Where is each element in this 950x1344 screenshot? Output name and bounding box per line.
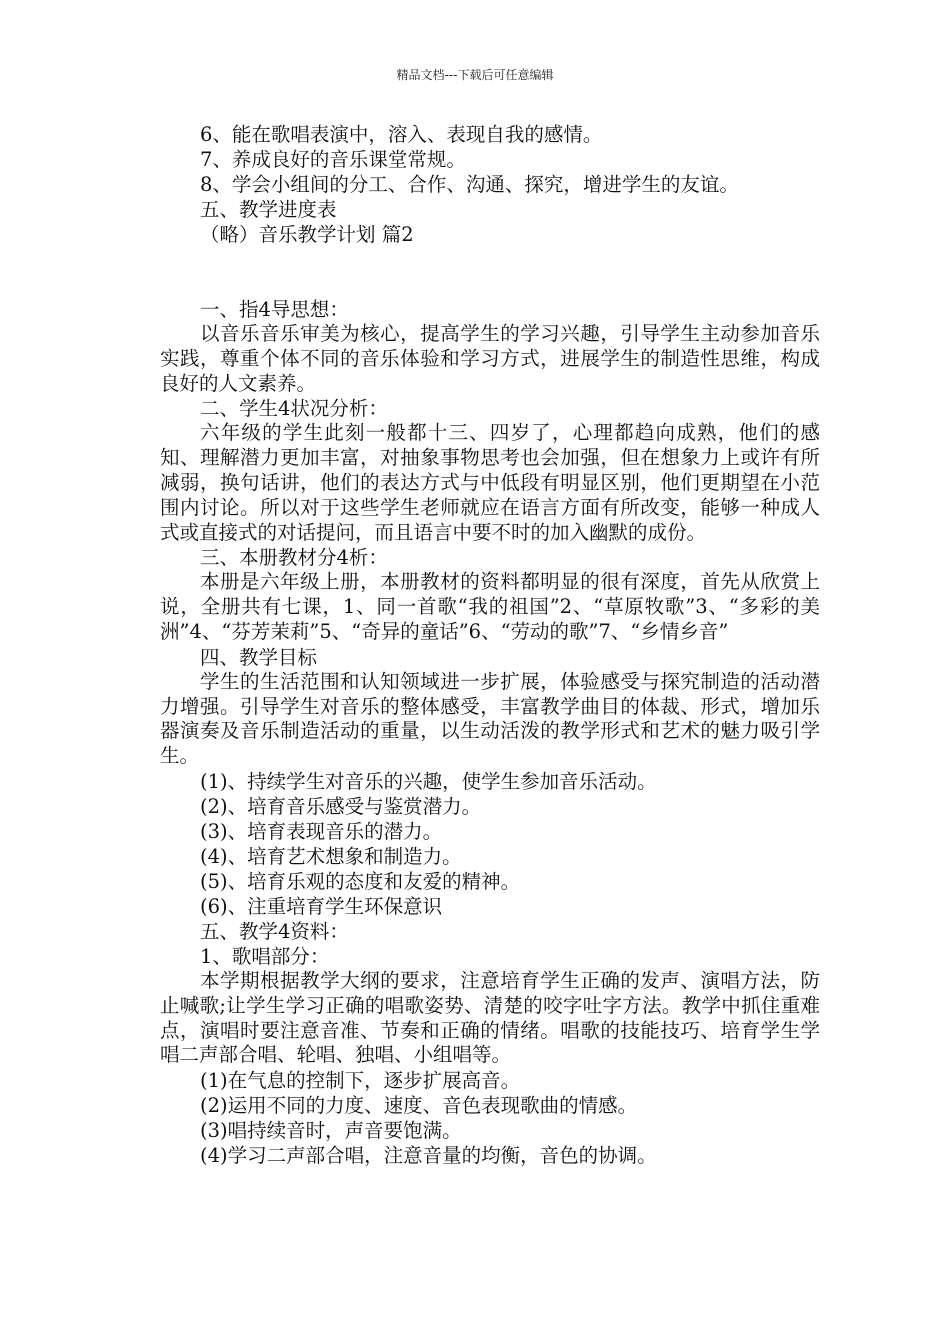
section-heading: 五、教学进度表 — [200, 198, 337, 221]
section-title: （略）音乐教学计划 篇2 — [200, 223, 414, 246]
paragraph-singing: 本学期根据教学大纲的要求，注意培育学生正确的发声、演唱方法，防止喊歌;让学生学习正确的唱歌姿势、清楚的咬字吐字方法。教学中抓住重难点，演唱时要注意音准、节奏和正确的情绪。唱歌的技能技巧、培育学生学唱二声部合唱、轮唱、独唱、小组唱等。 — [160, 968, 820, 1067]
section-heading-teaching-materials: 五、教学4资料： — [200, 919, 349, 943]
section-heading-guiding-thought: 一、指4导思想： — [200, 298, 349, 321]
spacer — [160, 247, 820, 297]
paragraph-teaching-goals: 学生的生活范围和认知领域进一步扩展，体验感受与探究制造的活动潜力增强。引导学生对音乐的整体感受，丰富教学曲目的体裁、形式，增加乐器演奏及音乐制造活动的重量，以生动活泼的教学形式和艺术的魅力吸引学生。 — [160, 669, 820, 768]
singing-item: (4)学习二声部合唱，注意音量的均衡，音色的协调。 — [200, 1144, 657, 1168]
goal-item: (4)、培育艺术想象和制造力。 — [200, 844, 462, 868]
paragraph-guiding-thought: 以音乐音乐审美为核心，提高学生的学习兴趣，引导学生主动参加音乐实践，尊重个体不同的音乐体验和学习方式，进展学生的制造性思维，构成良好的人文素养。 — [160, 322, 820, 395]
list-item: 7、养成良好的音乐课堂常规。 — [200, 148, 466, 171]
list-item: 6、能在歌唱表演中，溶入、表现自我的感情。 — [200, 123, 603, 146]
section-heading-teaching-goals: 四、教学目标 — [200, 645, 318, 669]
paragraph-textbook-analysis: 本册是六年级上册，本册教材的资料都明显的很有深度，首先从欣赏上说，全册共有七课，1、同一首歌“我的祖国”2、“草原牧歌”3、“多彩的美洲”4、“芬芳茉莉”5、“奇异的童话”6、“劳动的歌”7、“乡情乡音” — [160, 570, 820, 643]
section-heading-textbook-analysis: 三、本册教材分4析： — [200, 546, 388, 570]
goal-item: (5)、培育乐观的态度和友爱的精神。 — [200, 869, 521, 893]
singing-item: (1)在气息的控制下，逐步扩展高音。 — [200, 1069, 521, 1093]
paragraph-student-analysis: 六年级的学生此刻一般都十三、四岁了，心理都趋向成熟，他们的感知、理解潜力更加丰富，对抽象事物思考也会加强，但在想象力上或许有所减弱，换句话讲，他们的表达方式与中低段有明显区别，他们更期望在小范围内讨论。所以对于这些学生老师就应在语言方面有所改变，能够一种成人式或直接式的对话提问，而且语言中要不时的加入幽默的成份。 — [160, 421, 820, 544]
goal-item: (1)、持续学生对音乐的兴趣，使学生参加音乐活动。 — [200, 769, 657, 793]
goal-item: (6)、注重培育学生环保意识 — [200, 894, 443, 918]
document-body — [160, 122, 820, 1168]
page-header: 精品文档---下载后可任意编辑 — [396, 68, 554, 82]
goal-item: (2)、培育音乐感受与鉴赏潜力。 — [200, 794, 482, 818]
singing-item: (2)运用不同的力度、速度、音色表现歌曲的情感。 — [200, 1094, 638, 1118]
section-heading-student-analysis: 二、学生4状况分析： — [200, 397, 388, 421]
singing-item: (3)唱持续音时，声音要饱满。 — [200, 1119, 462, 1143]
sub-heading-singing: 1、歌唱部分： — [200, 944, 330, 968]
list-item: 8、学会小组间的分工、合作、沟通、探究，增进学生的友谊。 — [200, 173, 739, 196]
goal-item: (3)、培育表现音乐的潜力。 — [200, 819, 443, 843]
